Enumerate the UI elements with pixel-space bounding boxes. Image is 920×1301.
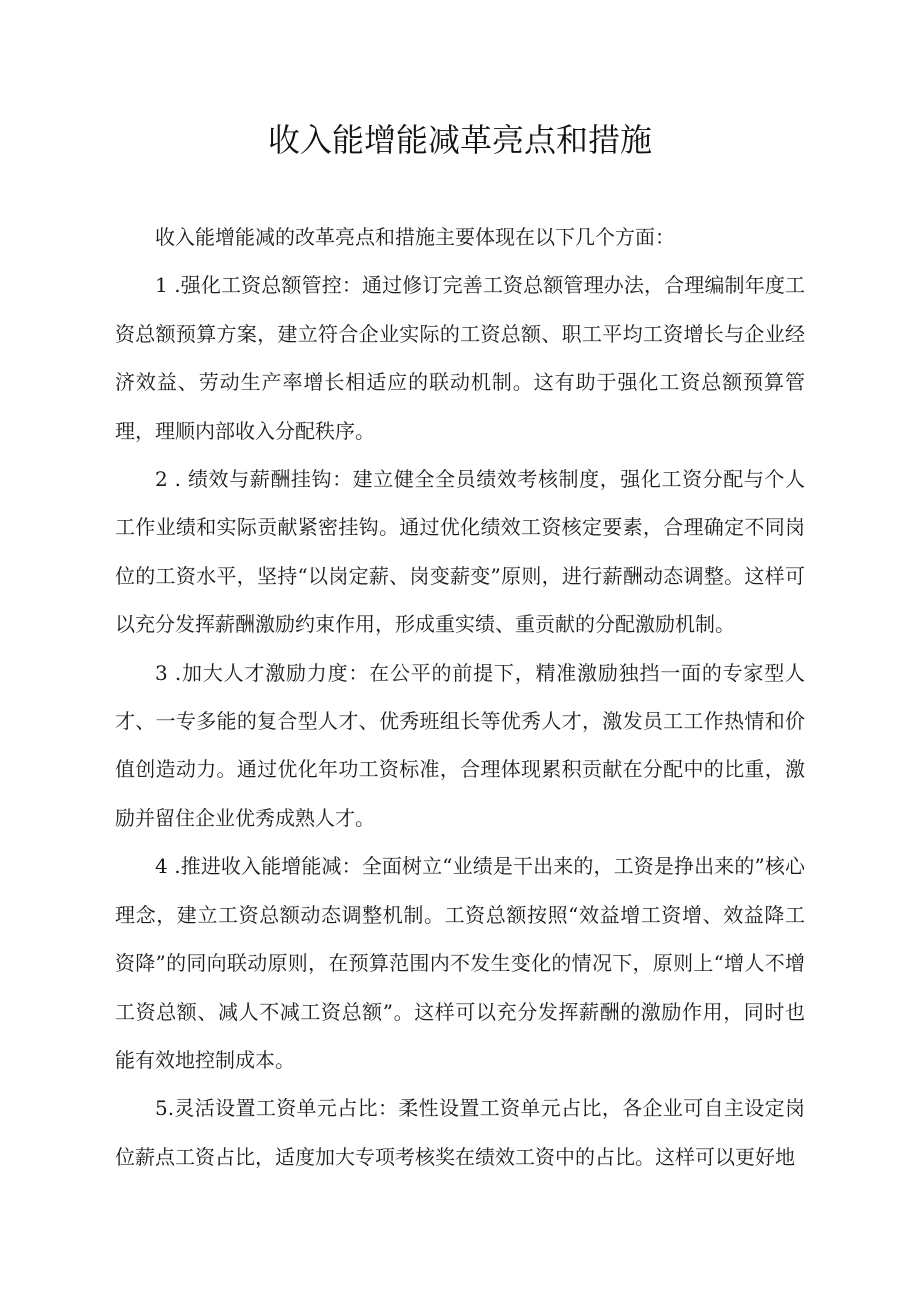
document-body — [115, 213, 805, 1181]
paragraph-3: 3 .加大人才激励力度：在公平的前提下，精准激励独挡一面的专家型人才、一专多能的复合型人才、优秀班组长等优秀人才，激发员工工作热情和价值创造动力。通过优化年功工资标准，合理体现累积贡献在分配中的比重，激励并留住企业优秀成熟人才。 — [115, 660, 805, 830]
paragraph-1: 1 .强化工资总额管控：通过修订完善工资总额管理办法，合理编制年度工资总额预算方案，建立符合企业实际的工资总额、职工平均工资增长与企业经济效益、劳动生产率增长相适应的联动机制。这有助于强化工资总额预算管理，理顺内部收入分配秩序。 — [115, 273, 805, 443]
paragraph-4: 4 .推进收入能增能减：全面树立“业绩是干出来的，工资是挣出来的”核心理念，建立工资总额动态调整机制。工资总额按照“效益增工资增、效益降工资降”的同向联动原则，在预算范围内不发生变化的情况下，原则上“增人不增工资总额、减人不减工资总额”。这样可以充分发挥薪酬的激励作用，同时也能有效地控制成本。 — [115, 854, 805, 1072]
paragraph-5: 5.灵活设置工资单元占比：柔性设置工资单元占比，各企业可自主设定岗位薪点工资占比，适度加大专项考核奖在绩效工资中的占比。这样可以更好地 — [115, 1096, 805, 1169]
intro-paragraph: 收入能增能减的改革亮点和措施主要体现在以下几个方面： — [155, 225, 675, 249]
page-title: 收入能增能减革亮点和措施 — [267, 121, 652, 159]
paragraph-2: 2 . 绩效与薪酬挂钩：建立健全全员绩效考核制度，强化工资分配与个人工作业绩和实际贡献紧密挂钩。通过优化绩效工资核定要素，合理确定不同岗位的工资水平，坚持“以岗定薪、岗变薪变”原则，进行薪酬动态调整。这样可以充分发挥薪酬激励约束作用，形成重实绩、重贡献的分配激励机制。 — [115, 467, 805, 637]
